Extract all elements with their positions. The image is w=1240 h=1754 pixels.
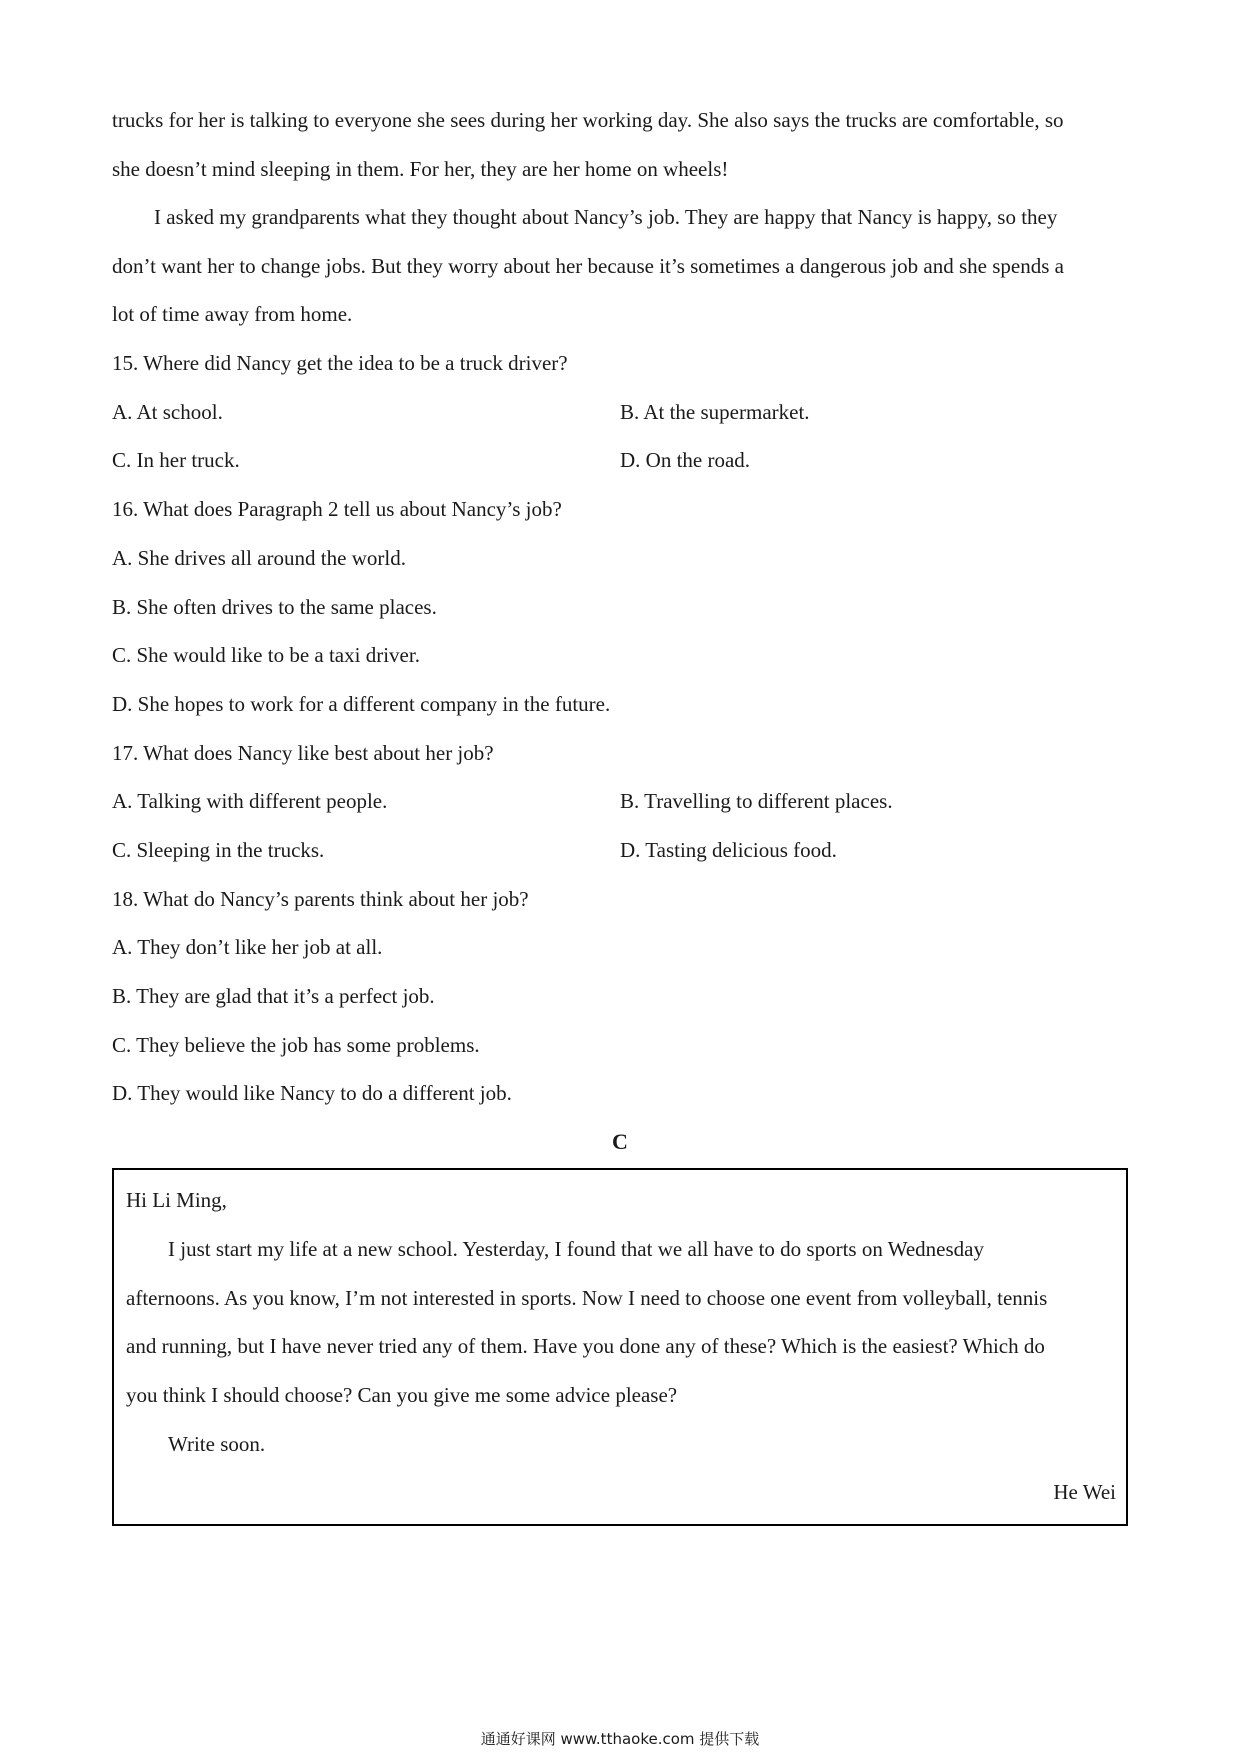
- question-16-stem: 16. What does Paragraph 2 tell us about Nancy’s job?: [112, 497, 562, 521]
- option-b: B. They are glad that it’s a perfect job.: [112, 984, 435, 1008]
- question-15-options-row-1: [112, 398, 1128, 426]
- option-b: B. Travelling to different places.: [620, 789, 893, 813]
- letter-body-line: and running, but I have never tried any of them. Have you done any of these? Which is the easiest? Which do: [126, 1334, 1045, 1358]
- question-18-stem: 18. What do Nancy’s parents think about her job?: [112, 887, 529, 911]
- option-a: A. Talking with different people.: [112, 789, 388, 813]
- option-c: C. In her truck.: [112, 448, 240, 472]
- option-c: C. They believe the job has some problems.: [112, 1033, 480, 1057]
- question-17-options-row-1: [112, 787, 1128, 815]
- option-a: A. She drives all around the world.: [112, 546, 406, 570]
- question-17-stem: 17. What does Nancy like best about her job?: [112, 741, 494, 765]
- page-footer: 通通好课网 www.tthaoke.com 提供下载: [480, 1730, 760, 1748]
- letter-body-line: I just start my life at a new school. Yesterday, I found that we all have to do sports on Wednesday: [168, 1237, 984, 1261]
- option-c: C. She would like to be a taxi driver.: [112, 643, 420, 667]
- question-15-stem: 15. Where did Nancy get the idea to be a truck driver?: [112, 351, 568, 375]
- letter-body-line: you think I should choose? Can you give me some advice please?: [126, 1383, 678, 1407]
- option-d: D. On the road.: [620, 448, 751, 472]
- option-b: B. At the supermarket.: [620, 400, 810, 424]
- section-c-heading: C: [612, 1129, 628, 1154]
- letter-closing: Write soon.: [168, 1432, 266, 1456]
- paragraph-line: I asked my grandparents what they thought about Nancy’s job. They are happy that Nancy is happy, so they: [154, 205, 1058, 229]
- option-a: A. At school.: [112, 400, 223, 424]
- option-c: C. Sleeping in the trucks.: [112, 838, 325, 862]
- paragraph-line: lot of time away from home.: [112, 302, 353, 326]
- question-15-options-row-2: [112, 446, 1128, 474]
- letter-box: [112, 1168, 1128, 1526]
- option-d: D. Tasting delicious food.: [620, 838, 837, 862]
- option-d: D. They would like Nancy to do a different job.: [112, 1081, 512, 1105]
- letter-signature: He Wei: [1053, 1480, 1116, 1504]
- option-b: B. She often drives to the same places.: [112, 595, 437, 619]
- option-d: D. She hopes to work for a different company in the future.: [112, 692, 611, 716]
- paragraph-line: she doesn’t mind sleeping in them. For her, they are her home on wheels!: [112, 157, 729, 181]
- letter-body-line: afternoons. As you know, I’m not interested in sports. Now I need to choose one event from volleyball, tennis: [126, 1286, 1048, 1310]
- paragraph-line: don’t want her to change jobs. But they worry about her because it’s sometimes a dangerous job and she spends a: [112, 254, 1064, 278]
- letter-greeting: Hi Li Ming,: [126, 1188, 227, 1212]
- paragraph-line: trucks for her is talking to everyone she sees during her working day. She also says the trucks are comfortable, so: [112, 108, 1064, 132]
- question-17-options-row-2: [112, 836, 1128, 864]
- option-a: A. They don’t like her job at all.: [112, 935, 383, 959]
